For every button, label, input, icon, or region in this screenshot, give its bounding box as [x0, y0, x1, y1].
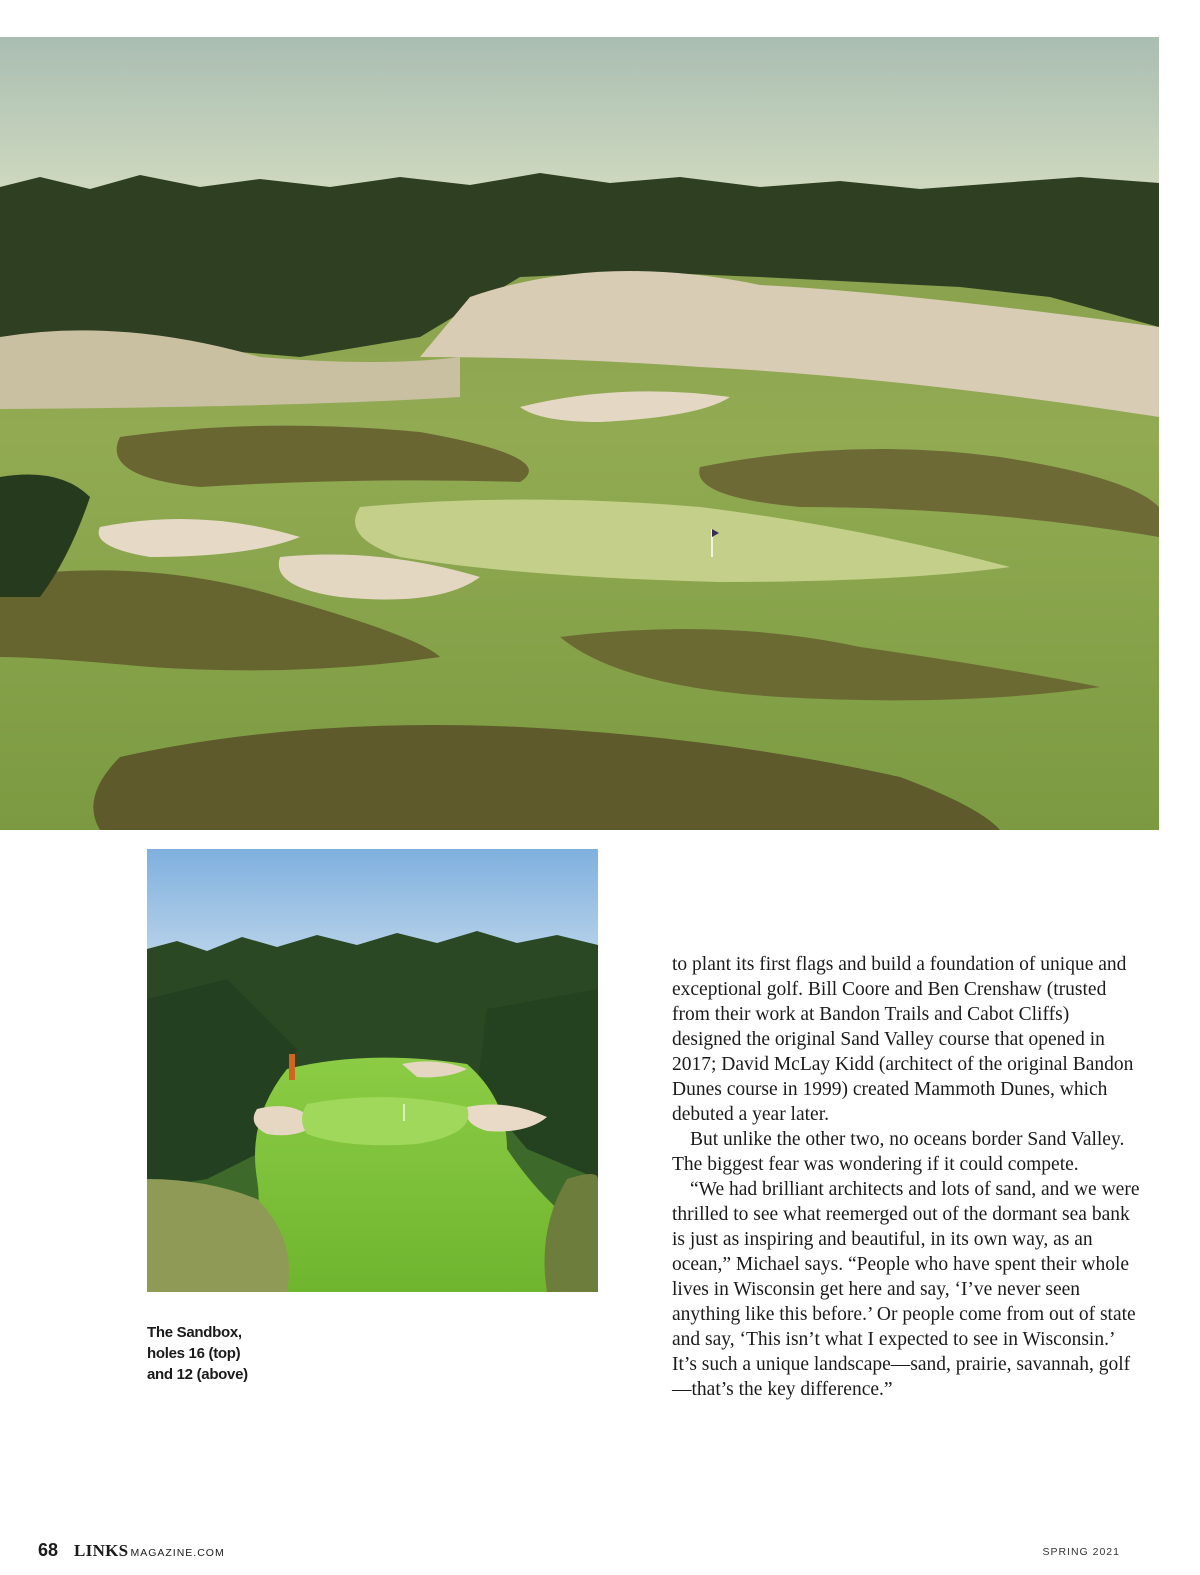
- inset-photo-image: [147, 849, 598, 1292]
- article-paragraph: to plant its first flags and build a foundation of unique and exceptional golf. Bill Coore and Ben Crenshaw (trusted from their work at Bandon Trails and Cabot Cliffs) designed the original Sand Valley course that opened in 2017; David McLay Kidd (architect of the original Bandon Dunes course in 1999) created Mammoth Dunes, which debuted a year later.: [672, 954, 1134, 1125]
- article-paragraph: “We had brilliant architects and lots of sand, and we were thrilled to see what reemerged out of the dormant sea bank is just as inspiring and beautiful, in its own way, as an ocean,” Michael says. “People who have spent their whole lives in Wisconsin get here and say, ‘I’ve never seen anything like this before.’ Or people come from out of state and say, ‘This isn’t what I expected to see in Wisconsin.’ It’s such a unique landscape—sand, prairie, savannah, golf—that’s the key difference.”: [672, 1179, 1140, 1400]
- hero-photo: [0, 37, 1159, 830]
- photo-caption: [147, 1322, 287, 1385]
- page-number: 68: [38, 1540, 59, 1560]
- caption-line: The Sandbox,: [147, 1324, 242, 1341]
- inset-photo: [147, 849, 598, 1292]
- caption-line: and 12 (above): [147, 1366, 248, 1383]
- article-body: [672, 952, 1142, 1402]
- magazine-brand: LINKS: [74, 1541, 129, 1560]
- page-footer: [38, 1540, 225, 1564]
- issue-label: SPRING 2021: [1042, 1546, 1120, 1558]
- article-paragraph: But unlike the other two, no oceans border Sand Valley. The biggest fear was wondering if it could compete.: [672, 1129, 1125, 1175]
- hero-photo-image: [0, 37, 1159, 830]
- caption-line: holes 16 (top): [147, 1345, 241, 1362]
- magazine-site: MAGAZINE.COM: [130, 1547, 225, 1559]
